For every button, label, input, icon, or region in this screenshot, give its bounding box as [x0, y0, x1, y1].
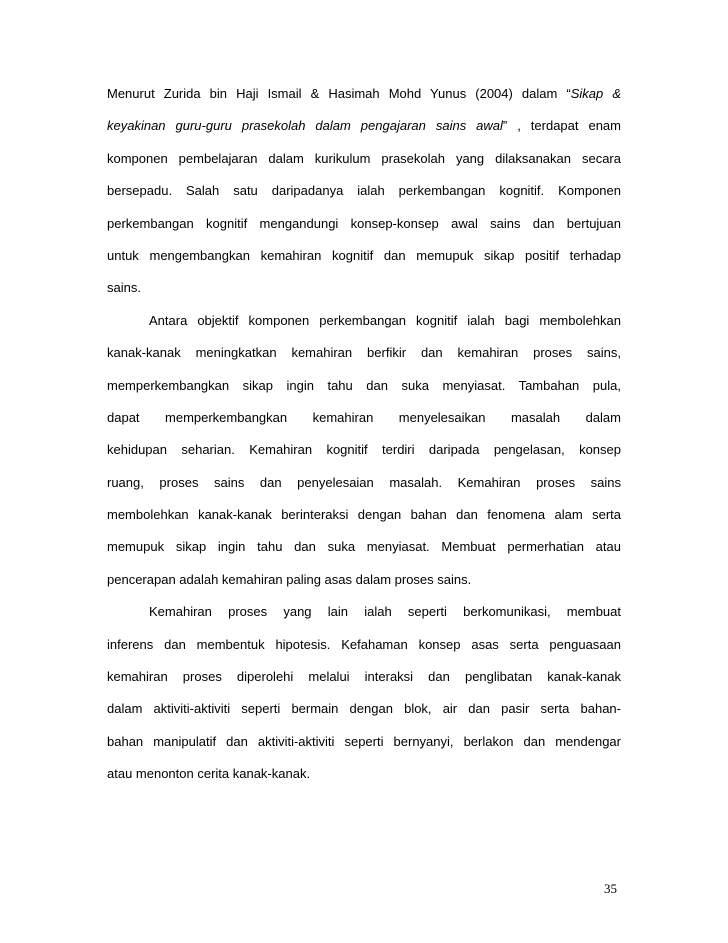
text-line: memupuk sikap ingin tahu dan suka menyiasat. Membuat permerhatian atau	[107, 539, 621, 555]
text-line: perkembangan kognitif mengandungi konsep-konsep awal sains dan bertujuan	[107, 215, 621, 231]
text-line: Menurut Zurida bin Haji Ismail & Hasimah Mohd Yunus (2004) dalam “Sikap &	[107, 86, 621, 101]
text-line: dalam aktiviti-aktiviti seperti bermain dengan blok, air dan pasir serta bahan-	[107, 701, 621, 717]
text-line: Antara objektif komponen perkembangan kognitif ialah bagi membolehkan	[149, 312, 621, 328]
text-line: kanak-kanak meningkatkan kemahiran berfikir dan kemahiran proses sains,	[107, 345, 621, 361]
text-line: memperkembangkan sikap ingin tahu dan suka menyiasat. Tambahan pula,	[107, 377, 621, 393]
text-line: kehidupan seharian. Kemahiran kognitif terdiri daripada pengelasan, konsep	[107, 442, 621, 458]
page-number: 35	[604, 881, 617, 896]
text-line: kemahiran proses diperolehi melalui interaksi dan penglibatan kanak-kanak	[107, 669, 621, 685]
text-line: keyakinan guru-guru prasekolah dalam pengajaran sains awal” , terdapat enam	[107, 118, 621, 134]
text-line: atau menonton cerita kanak-kanak.	[107, 766, 311, 782]
text-line: sains.	[107, 280, 141, 296]
text-line: pencerapan adalah kemahiran paling asas dalam proses sains.	[107, 571, 472, 587]
text-line: ruang, proses sains dan penyelesaian masalah. Kemahiran proses sains	[107, 474, 621, 490]
text-line: komponen pembelajaran dalam kurikulum prasekolah yang dilaksanakan secara	[107, 150, 621, 166]
text-line: bersepadu. Salah satu daripadanya ialah perkembangan kognitif. Komponen	[107, 183, 621, 199]
body-text	[107, 84, 621, 797]
text-line: dapat memperkembangkan kemahiran menyelesaikan masalah dalam	[107, 409, 621, 425]
text-line: Kemahiran proses yang lain ialah seperti berkomunikasi, membuat	[149, 604, 621, 620]
text-line: inferens dan membentuk hipotesis. Kefahaman konsep asas serta penguasaan	[107, 636, 621, 652]
text-line: membolehkan kanak-kanak berinteraksi dengan bahan dan fenomena alam serta	[107, 507, 621, 523]
text-line: bahan manipulatif dan aktiviti-aktiviti seperti bernyanyi, berlakon dan mendengar	[107, 733, 621, 749]
text-line: untuk mengembangkan kemahiran kognitif dan memupuk sikap positif terhadap	[107, 247, 621, 263]
